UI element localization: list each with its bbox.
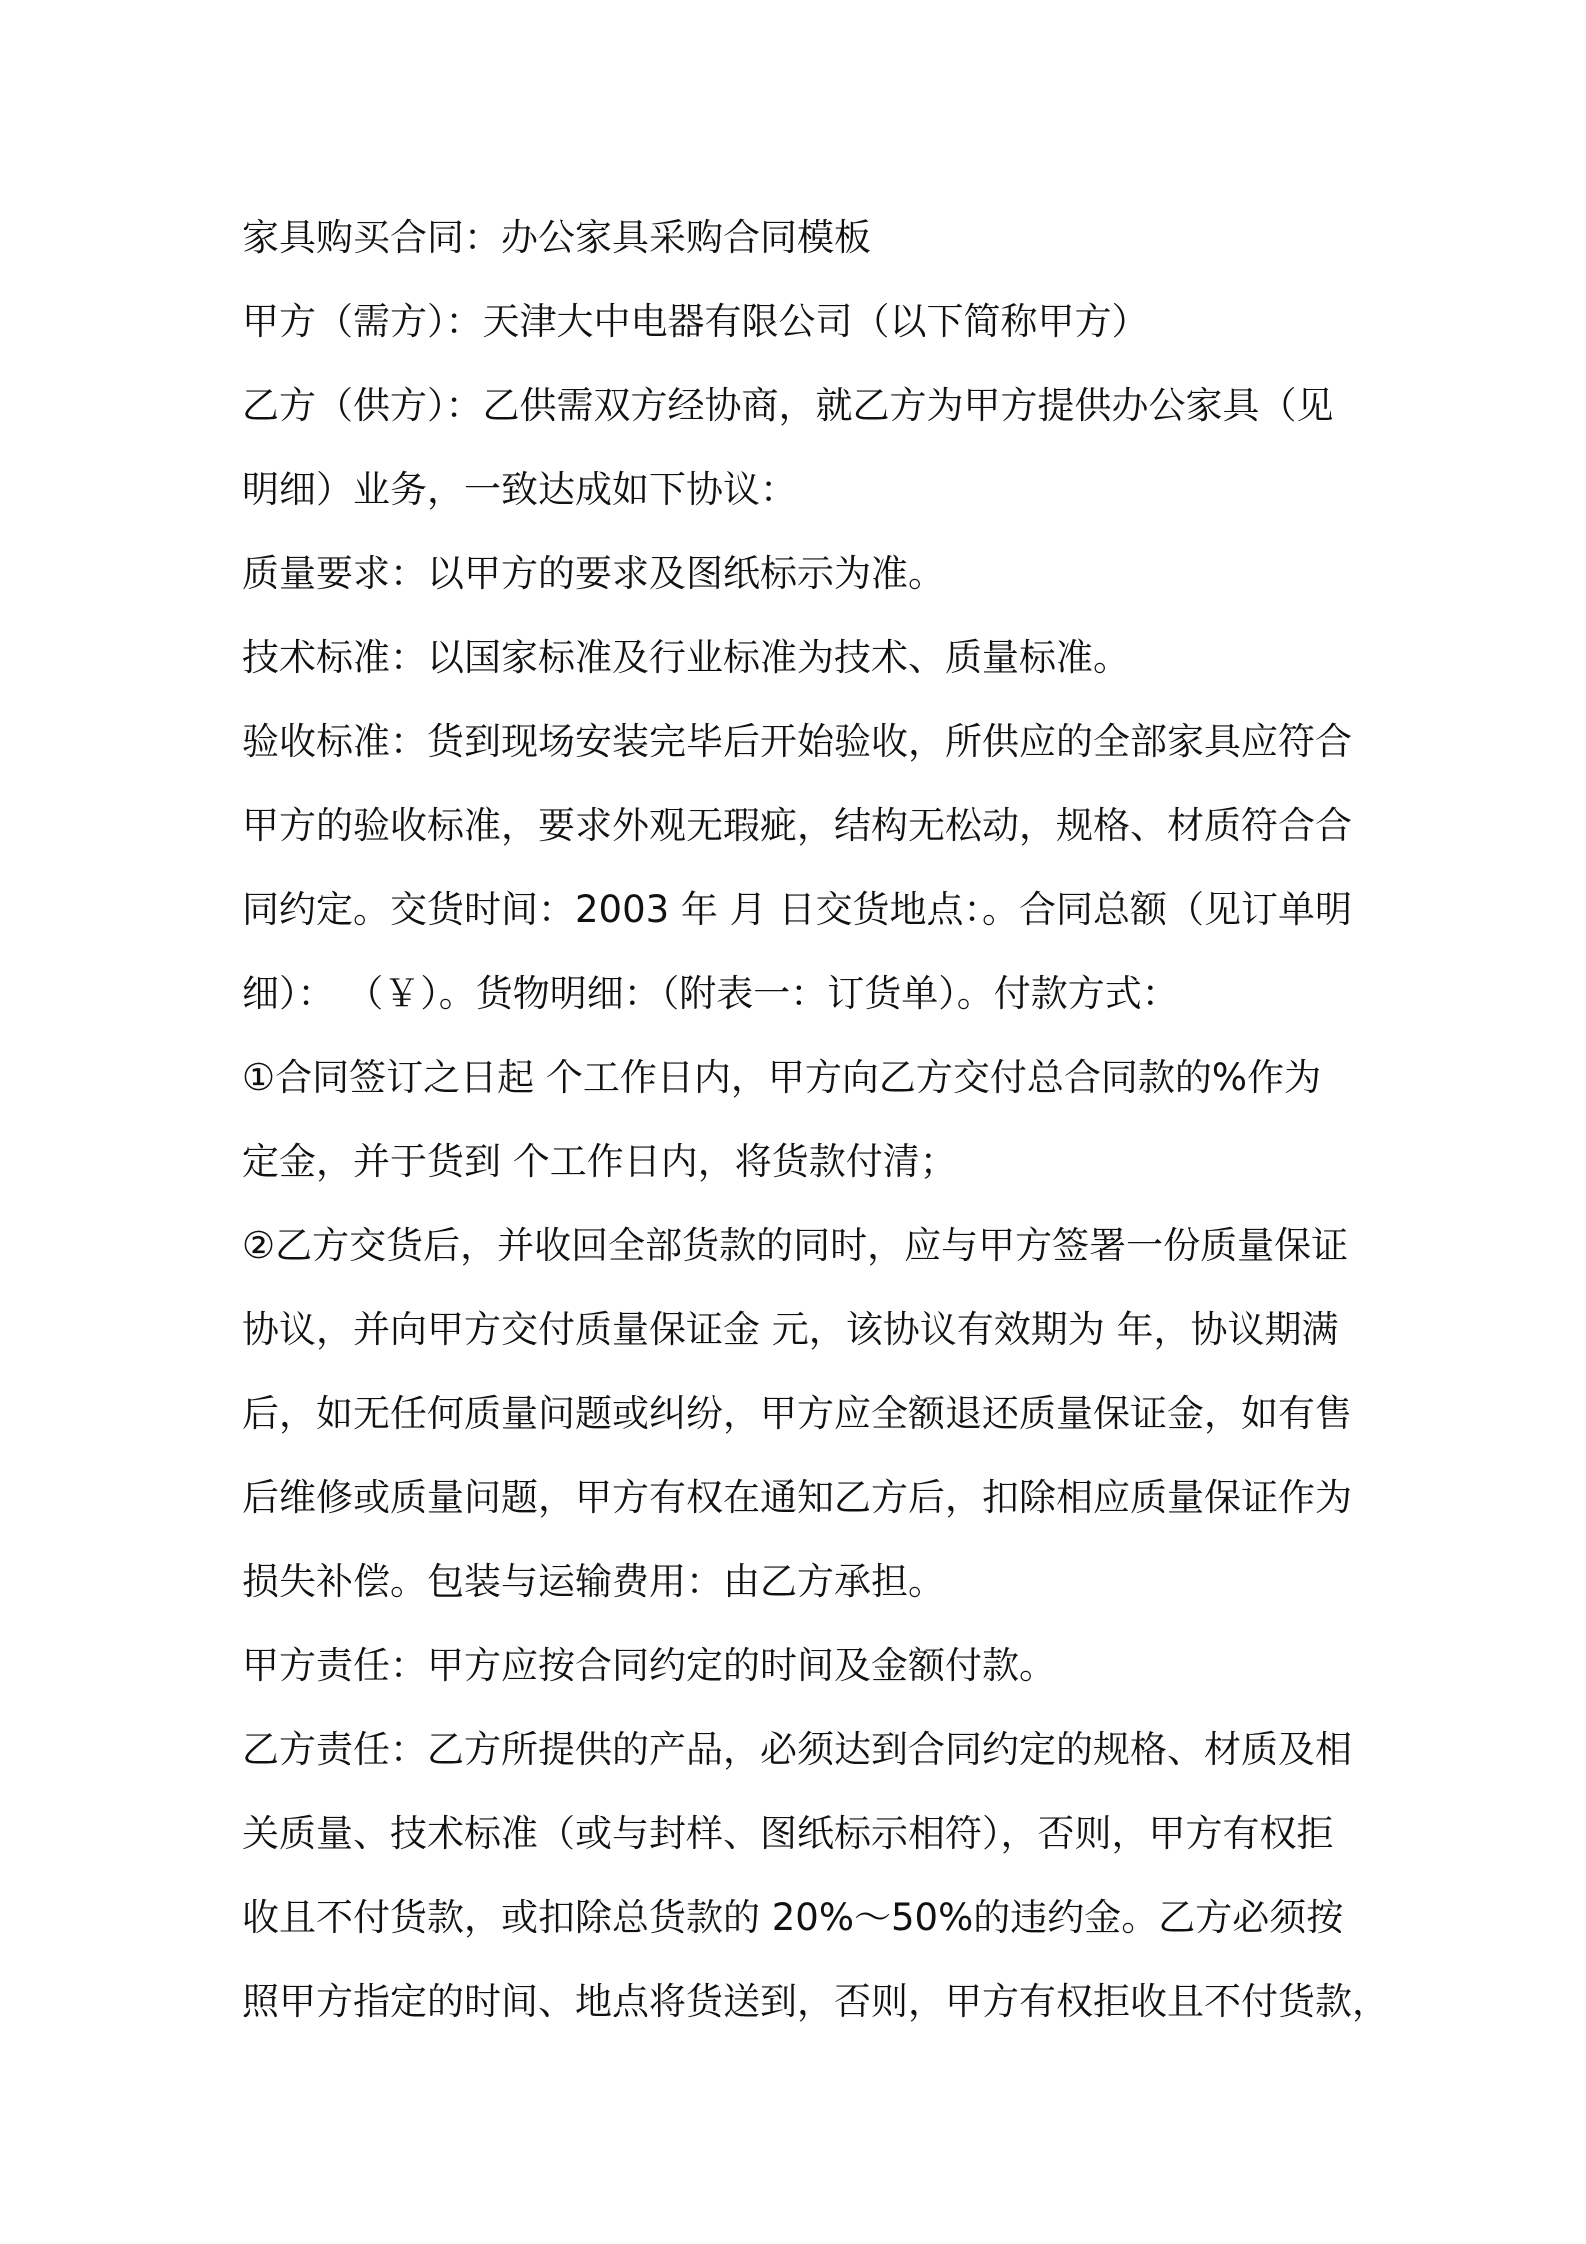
- contract-title: 家具购买合同：办公家具采购合同模板: [242, 216, 871, 259]
- payment-term-two-line-continued-1: 协议，并向甲方交付质量保证金 元，该协议有效期为 年，协议期满: [242, 1308, 1339, 1351]
- quality-requirement-line: 质量要求：以甲方的要求及图纸标示为准。: [242, 552, 945, 595]
- payment-term-two-line-continued-2: 后，如无任何质量问题或纠纷，甲方应全额退还质量保证金，如有售: [242, 1392, 1352, 1435]
- payment-term-one-line-continued: 定金，并于货到 个工作日内，将货款付清；: [242, 1140, 957, 1183]
- payment-term-one-line: ①合同签订之日起 个工作日内，甲方向乙方交付总合同款的%作为: [242, 1056, 1322, 1099]
- party-b-line: 乙方（供方）：乙供需双方经协商，就乙方为甲方提供办公家具（见: [242, 384, 1334, 427]
- contract-text-body: [242, 196, 1389, 2044]
- party-b-line-continued: 明细）业务，一致达成如下协议：: [242, 468, 797, 511]
- acceptance-standard-line: 验收标准：货到现场安装完毕后开始验收，所供应的全部家具应符合: [242, 720, 1352, 763]
- payment-method-line: 细）： （￥）。货物明细：（附表一：订货单）。付款方式：: [242, 972, 1179, 1015]
- payment-term-two-line: ②乙方交货后，并收回全部货款的同时，应与甲方签署一份质量保证: [242, 1224, 1349, 1267]
- party-b-responsibility-line-continued-3: 照甲方指定的时间、地点将货送到，否则，甲方有权拒收且不付货款，: [242, 1980, 1389, 2023]
- acceptance-standard-line-continued: 甲方的验收标准，要求外观无瑕疵，结构无松动，规格、材质符合合: [242, 804, 1352, 847]
- delivery-and-amount-line: 同约定。交货时间：2003 年 月 日交货地点：。合同总额（见订单明: [242, 888, 1352, 931]
- party-b-responsibility-line-continued-1: 关质量、技术标准（或与封样、图纸标示相符），否则，甲方有权拒: [242, 1812, 1334, 1855]
- packaging-transport-line: 损失补偿。包装与运输费用：由乙方承担。: [242, 1560, 945, 1603]
- party-a-line: 甲方（需方）：天津大中电器有限公司（以下简称甲方）: [242, 300, 1149, 343]
- party-b-responsibility-line-continued-2: 收且不付货款，或扣除总货款的 20%～50%的违约金。乙方必须按: [242, 1896, 1344, 1939]
- technical-standard-line: 技术标准：以国家标准及行业标准为技术、质量标准。: [242, 636, 1130, 679]
- party-a-responsibility-line: 甲方责任：甲方应按合同约定的时间及金额付款。: [242, 1644, 1056, 1687]
- payment-term-two-line-continued-3: 后维修或质量问题，甲方有权在通知乙方后，扣除相应质量保证作为: [242, 1476, 1352, 1519]
- party-b-responsibility-line: 乙方责任：乙方所提供的产品，必须达到合同约定的规格、材质及相: [242, 1728, 1352, 1771]
